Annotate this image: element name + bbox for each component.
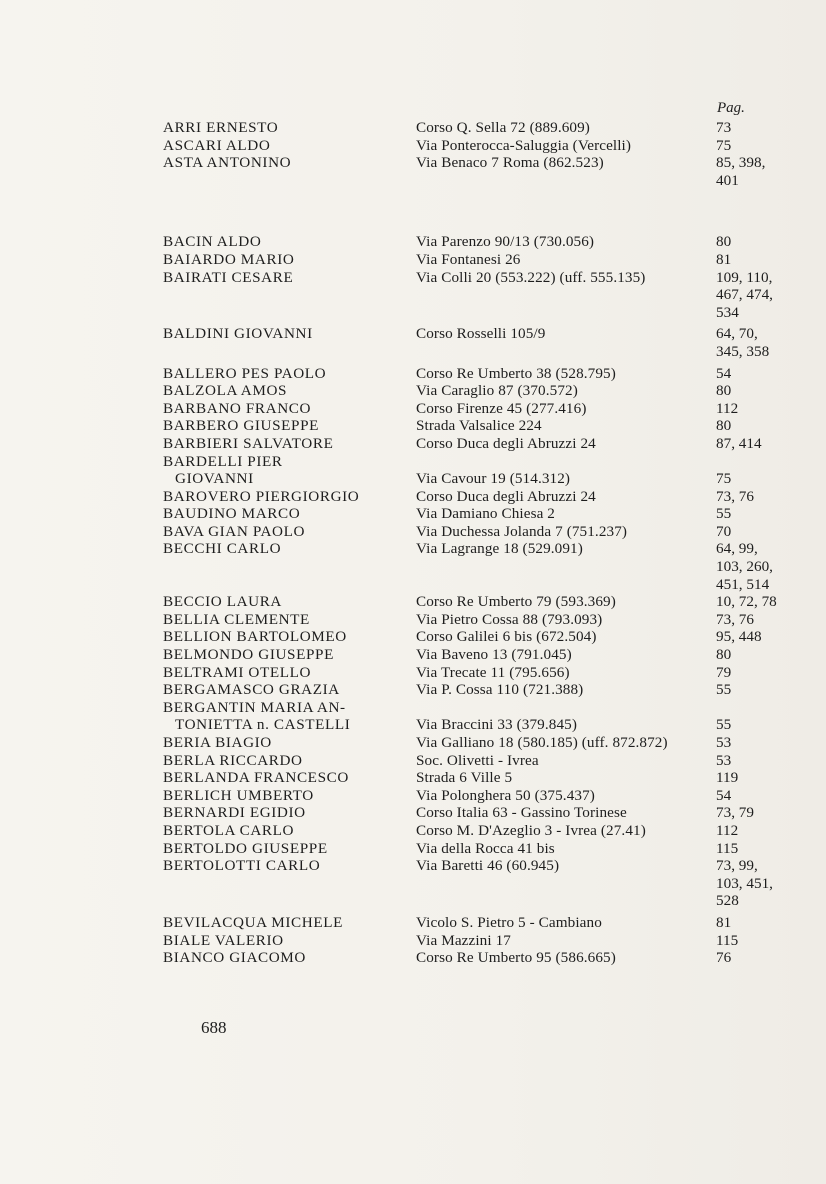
directory-entry bbox=[0, 646, 826, 664]
entry-pages: 70 bbox=[716, 522, 732, 540]
entry-pages: 53 bbox=[716, 751, 732, 769]
directory-entry bbox=[0, 154, 826, 189]
entry-name: BELMONDO GIUSEPPE bbox=[163, 646, 334, 664]
entry-name: BECCHI CARLO bbox=[163, 540, 282, 558]
entry-name: BERTOLOTTI CARLO bbox=[163, 857, 321, 875]
entry-name: BALZOLA AMOS bbox=[163, 382, 288, 400]
directory-entry bbox=[0, 734, 826, 752]
entry-address: Via Mazzini 17 bbox=[416, 931, 511, 949]
page-number: 688 bbox=[201, 1018, 227, 1037]
entry-address: Via Benaco 7 Roma (862.523) bbox=[416, 154, 604, 172]
directory-entry bbox=[0, 681, 826, 699]
directory-entry bbox=[0, 453, 826, 488]
entry-name: BIANCO GIACOMO bbox=[163, 949, 306, 967]
entry-pages: 87, 414 bbox=[716, 434, 762, 452]
entry-name: BAUDINO MARCO bbox=[163, 505, 301, 523]
entry-address: Corso Firenze 45 (277.416) bbox=[416, 399, 587, 417]
entry-name: ASCARI ALDO bbox=[163, 136, 271, 154]
directory-entry bbox=[0, 932, 826, 950]
entry-pages: 81 bbox=[716, 913, 732, 931]
entry-name: BAVA GIAN PAOLO bbox=[163, 522, 306, 540]
entry-address: Via Duchessa Jolanda 7 (751.237) bbox=[416, 522, 628, 540]
entry-pages: 75 bbox=[716, 470, 732, 488]
directory-entry bbox=[0, 417, 826, 435]
directory-entry bbox=[0, 523, 826, 541]
directory-entry bbox=[0, 365, 826, 383]
entry-address: Via Polonghera 50 (375.437) bbox=[416, 786, 595, 804]
entry-pages: 103, 260, bbox=[716, 558, 773, 576]
entry-name: BARDELLI PIER bbox=[163, 452, 283, 470]
entry-pages: 451, 514 bbox=[716, 575, 770, 593]
entry-name: BERLANDA FRANCESCO bbox=[163, 769, 349, 787]
entry-address: Corso Re Umberto 95 (586.665) bbox=[416, 949, 616, 967]
entry-pages: 103, 451, bbox=[716, 874, 773, 892]
entry-address: Corso Duca degli Abruzzi 24 bbox=[416, 487, 596, 505]
entry-name: BERGANTIN MARIA AN- bbox=[163, 698, 346, 716]
directory-entry bbox=[0, 540, 826, 593]
entry-address: Strada 6 Ville 5 bbox=[416, 769, 513, 787]
entry-name: BARBANO FRANCO bbox=[163, 399, 312, 417]
entry-name: BELLIA CLEMENTE bbox=[163, 610, 310, 628]
entry-pages: 80 bbox=[716, 382, 732, 400]
entry-pages: 534 bbox=[716, 303, 739, 321]
directory-entry bbox=[0, 400, 826, 418]
directory-entry bbox=[0, 822, 826, 840]
entry-pages: 54 bbox=[716, 786, 732, 804]
directory-entry bbox=[0, 611, 826, 629]
entry-address: Strada Valsalice 224 bbox=[416, 417, 542, 435]
entry-pages: 85, 398, bbox=[716, 154, 766, 172]
entry-address: Corso Re Umberto 38 (528.795) bbox=[416, 364, 616, 382]
directory-entry bbox=[0, 488, 826, 506]
directory-entry bbox=[0, 840, 826, 858]
entry-address: Via Lagrange 18 (529.091) bbox=[416, 540, 583, 558]
entry-pages: 64, 70, bbox=[716, 325, 758, 343]
directory-entry bbox=[0, 251, 826, 269]
entry-address: Via Baveno 13 (791.045) bbox=[416, 646, 572, 664]
directory-entry bbox=[0, 628, 826, 646]
entry-pages: 55 bbox=[716, 681, 732, 699]
entry-name: BERLICH UMBERTO bbox=[163, 786, 314, 804]
entry-address: Soc. Olivetti - Ivrea bbox=[416, 751, 539, 769]
entry-name: BAIARDO MARIO bbox=[163, 250, 295, 268]
entry-pages: 112 bbox=[716, 399, 739, 417]
directory-entry bbox=[0, 325, 826, 360]
entry-pages: 73, 79 bbox=[716, 804, 754, 822]
entry-pages: 81 bbox=[716, 250, 732, 268]
entry-pages: 95, 448 bbox=[716, 628, 762, 646]
entry-pages: 528 bbox=[716, 892, 739, 910]
entry-name: BAROVERO PIERGIORGIO bbox=[163, 487, 360, 505]
directory-entry bbox=[0, 137, 826, 155]
entry-address: Via Caraglio 87 (370.572) bbox=[416, 382, 578, 400]
entry-address: Via Braccini 33 (379.845) bbox=[416, 716, 578, 734]
entry-pages: 73 bbox=[716, 119, 732, 136]
entry-name: BERTOLA CARLO bbox=[163, 821, 295, 839]
entry-address: Corso Q. Sella 72 (889.609) bbox=[416, 119, 590, 136]
entry-address: Via Colli 20 (553.222) (uff. 555.135) bbox=[416, 268, 646, 286]
entry-name: BELLION BARTOLOMEO bbox=[163, 628, 347, 646]
entry-name: BIALE VALERIO bbox=[163, 931, 284, 949]
entry-name: BEVILACQUA MICHELE bbox=[163, 913, 343, 931]
entry-pages: 10, 72, 78 bbox=[716, 593, 777, 611]
directory-entry bbox=[0, 787, 826, 805]
entry-address: Via Trecate 11 (795.656) bbox=[416, 663, 570, 681]
entry-name: TONIETTA n. CASTELLI bbox=[175, 716, 351, 734]
entry-address: Via della Rocca 41 bis bbox=[416, 839, 555, 857]
entry-pages: 80 bbox=[716, 233, 732, 251]
entry-pages: 75 bbox=[716, 136, 732, 154]
directory-entry bbox=[0, 382, 826, 400]
entry-pages: 53 bbox=[716, 734, 732, 751]
entry-name: BALLERO PES PAOLO bbox=[163, 364, 327, 382]
entry-name: ASTA ANTONINO bbox=[163, 154, 292, 172]
directory-entry bbox=[0, 593, 826, 611]
entry-name: BERIA BIAGIO bbox=[163, 734, 272, 751]
entry-address: Via Damiano Chiesa 2 bbox=[416, 505, 556, 523]
entry-address: Via Baretti 46 (60.945) bbox=[416, 857, 560, 875]
entry-address: Via Pietro Cossa 88 (793.093) bbox=[416, 610, 603, 628]
entry-pages: 115 bbox=[716, 839, 739, 857]
entry-name: BARBERO GIUSEPPE bbox=[163, 417, 320, 435]
entry-address: Corso Italia 63 - Gassino Torinese bbox=[416, 804, 627, 822]
entry-name: BALDINI GIOVANNI bbox=[163, 325, 313, 343]
entry-pages: 119 bbox=[716, 769, 739, 787]
entry-pages: 109, 110, bbox=[716, 268, 773, 286]
entry-pages: 467, 474, bbox=[716, 286, 773, 304]
entry-name: BERLA RICCARDO bbox=[163, 751, 303, 769]
directory-entry bbox=[0, 857, 826, 910]
directory-entry bbox=[0, 769, 826, 787]
entry-pages: 55 bbox=[716, 505, 732, 523]
entry-address: Via Cavour 19 (514.312) bbox=[416, 470, 571, 488]
directory-entry bbox=[0, 914, 826, 932]
entry-address: Corso Rosselli 105/9 bbox=[416, 325, 546, 343]
entry-address: Corso M. D'Azeglio 3 - Ivrea (27.41) bbox=[416, 821, 646, 839]
entry-name: BACIN ALDO bbox=[163, 233, 262, 251]
entry-pages: 55 bbox=[716, 716, 732, 734]
entry-pages: 80 bbox=[716, 417, 732, 435]
directory-entry bbox=[0, 505, 826, 523]
entry-name: GIOVANNI bbox=[175, 470, 254, 488]
entry-address: Via Galliano 18 (580.185) (uff. 872.872) bbox=[416, 734, 668, 751]
entry-address: Corso Galilei 6 bis (672.504) bbox=[416, 628, 597, 646]
directory-entry bbox=[0, 119, 826, 137]
entry-pages: 54 bbox=[716, 364, 732, 382]
entry-name: BERTOLDO GIUSEPPE bbox=[163, 839, 328, 857]
entry-name: BECCIO LAURA bbox=[163, 593, 283, 611]
entry-pages: 112 bbox=[716, 821, 739, 839]
entry-address: Via Ponterocca-Saluggia (Vercelli) bbox=[416, 136, 632, 154]
entry-pages: 64, 99, bbox=[716, 540, 758, 558]
entry-name: ARRI ERNESTO bbox=[163, 119, 279, 136]
entry-pages: 73, 76 bbox=[716, 487, 754, 505]
directory-list bbox=[0, 119, 826, 967]
directory-entry bbox=[0, 804, 826, 822]
entry-address: Via Parenzo 90/13 (730.056) bbox=[416, 233, 595, 251]
directory-entry bbox=[0, 699, 826, 734]
directory-entry bbox=[0, 233, 826, 251]
directory-entry bbox=[0, 752, 826, 770]
entry-pages: 345, 358 bbox=[716, 342, 770, 360]
entry-pages: 73, 99, bbox=[716, 857, 758, 875]
directory-entry bbox=[0, 949, 826, 967]
directory-entry bbox=[0, 435, 826, 453]
entry-name: BELTRAMI OTELLO bbox=[163, 663, 312, 681]
entry-address: Corso Re Umberto 79 (593.369) bbox=[416, 593, 616, 611]
entry-name: BERNARDI EGIDIO bbox=[163, 804, 306, 822]
entry-address: Vicolo S. Pietro 5 - Cambiano bbox=[416, 913, 602, 931]
entry-address: Via P. Cossa 110 (721.388) bbox=[416, 681, 584, 699]
entry-pages: 79 bbox=[716, 663, 732, 681]
directory-entry bbox=[0, 664, 826, 682]
directory-entry bbox=[0, 269, 826, 322]
entry-name: BERGAMASCO GRAZIA bbox=[163, 681, 340, 699]
pag-column-header: Pag. bbox=[717, 100, 745, 116]
entry-pages: 76 bbox=[716, 949, 732, 967]
entry-name: BARBIERI SALVATORE bbox=[163, 434, 334, 452]
entry-pages: 80 bbox=[716, 646, 732, 664]
entry-address: Corso Duca degli Abruzzi 24 bbox=[416, 434, 596, 452]
entry-pages: 73, 76 bbox=[716, 610, 754, 628]
entry-pages: 401 bbox=[716, 171, 739, 189]
entry-pages: 115 bbox=[716, 931, 739, 949]
entry-address: Via Fontanesi 26 bbox=[416, 250, 521, 268]
entry-name: BAIRATI CESARE bbox=[163, 268, 294, 286]
